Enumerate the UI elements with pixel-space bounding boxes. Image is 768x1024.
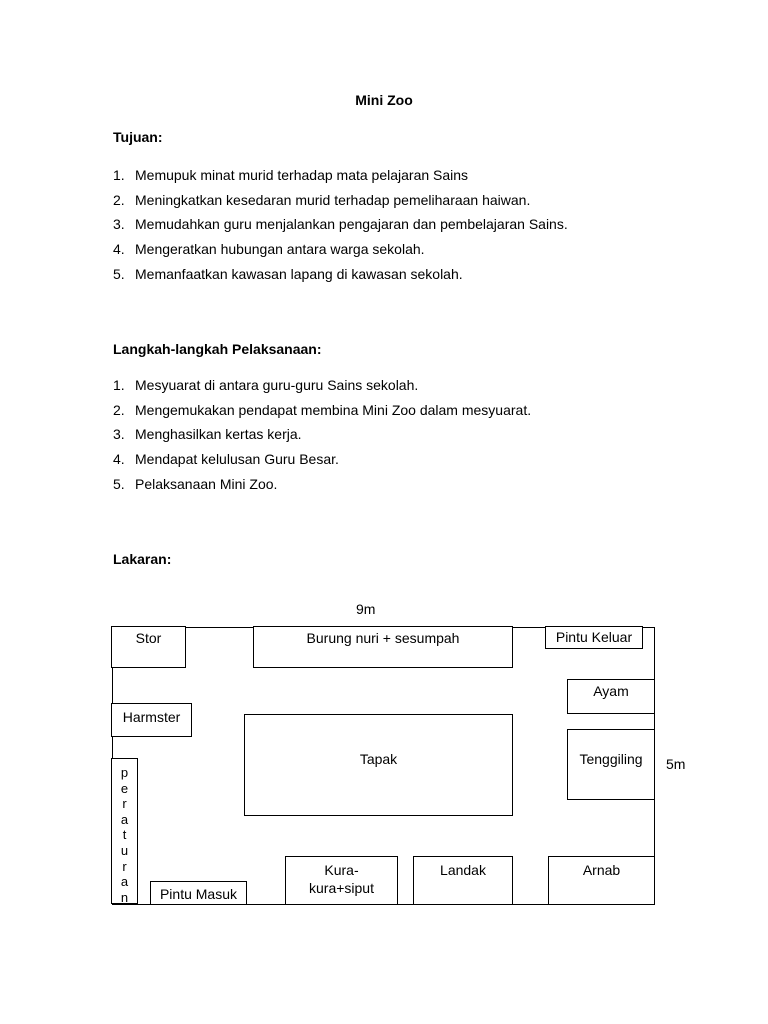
letter: n [120,889,129,905]
list-item [113,422,531,447]
area-label: Pintu Masuk [159,886,238,902]
list-item [113,262,568,287]
list-item [113,373,531,398]
list-number: 5. [113,475,125,492]
list-text: Mesyuarat di antara guru-guru Sains sekolah. [135,377,419,393]
letter: r [122,796,127,812]
area-label: Landak [440,862,486,878]
document-title: Mini Zoo [355,92,413,108]
area-label: Arnab [582,862,621,878]
area-burung [253,626,513,668]
list-text: Memupuk minat murid terhadap mata pelajaran Sains [135,167,469,183]
area-label: Ayam [593,683,629,699]
tujuan-heading: Tujuan: [113,129,163,145]
list-text: Mendapat kelulusan Guru Besar. [135,451,339,468]
list-text: Mengeratkan hubungan antara warga sekolah. [135,241,425,258]
area-harmster [111,703,192,737]
width-label: 9m [356,601,376,617]
area-tenggiling [567,729,655,800]
height-label: 5m [666,756,686,772]
list-number: 5. [113,265,125,282]
area-arnab [548,856,655,905]
list-number: 2. [113,401,125,418]
area-ayam [567,679,655,714]
list-text: Mengemukakan pendapat membina Mini Zoo dalam mesyuarat. [135,401,532,418]
langkah-heading: Langkah-langkah Pelaksanaan: [113,341,322,357]
area-label: Tapak [359,751,398,767]
list-text: Memanfaatkan kawasan lapang di kawasan sekolah. [135,265,463,282]
list-number: 4. [113,451,125,468]
list-text: Memudahkan guru menjalankan pengajaran dan pembelajaran Sains. [135,216,568,233]
area-tapak [244,714,513,816]
list-item [113,212,568,237]
letter: u [120,842,129,858]
peraturan-vertical-text [112,765,137,905]
area-label: Burung nuri + sesumpah [306,630,460,646]
list-number: 1. [113,167,125,183]
area-stor [111,626,186,668]
list-item [113,237,568,262]
lakaran-heading: Lakaran: [113,551,172,567]
list-item [113,472,531,497]
area-label: Stor [135,630,162,646]
list-item [113,447,531,472]
area-pintu-keluar [545,626,643,649]
area-label-line2: kura+siput [309,880,374,896]
letter: p [120,765,129,780]
letter: a [120,811,129,827]
area-label: Pintu Keluar [555,629,633,645]
letter: r [122,858,127,874]
list-text: Menghasilkan kertas kerja. [135,426,302,443]
list-text: Meningkatkan kesedaran murid terhadap pemeliharaan haiwan. [135,191,531,208]
area-kura-kura [285,856,398,905]
area-label-line1: Kura- [324,862,359,878]
letter: t [122,827,127,843]
letter: e [120,780,129,796]
list-number: 1. [113,377,125,393]
list-text: Pelaksanaan Mini Zoo. [135,475,278,492]
list-item [113,163,568,188]
letter: a [120,874,129,890]
list-number: 3. [113,216,125,233]
area-landak [413,856,513,905]
area-label: Harmster [122,709,181,725]
list-number: 2. [113,191,125,208]
list-item [113,398,531,423]
area-pintu-masuk [150,881,247,905]
list-item [113,188,568,213]
area-peraturan [111,758,138,904]
tujuan-list [113,163,568,286]
area-label: Tenggiling [579,751,643,767]
list-number: 4. [113,241,125,258]
list-number: 3. [113,426,125,443]
langkah-list [113,373,531,496]
